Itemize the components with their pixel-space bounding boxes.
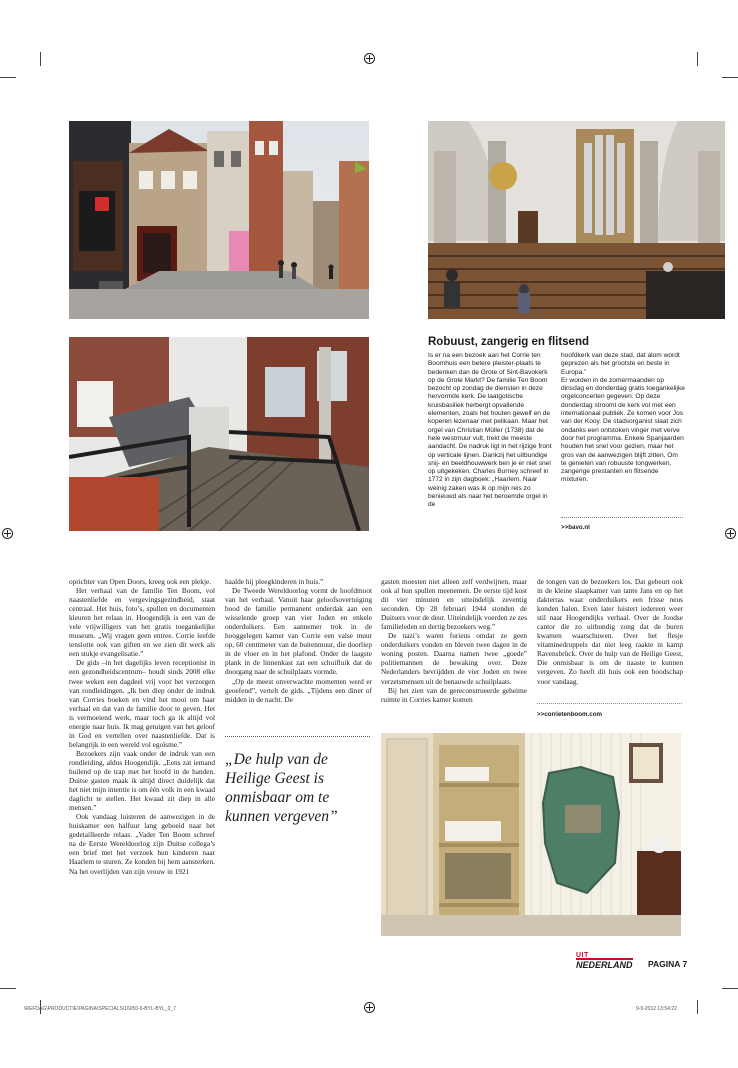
article-column-1 — [69, 577, 215, 876]
paragraph: De Tweede Wereldoorlog vormt de hoofdmoot van het verhaal. Vanuit haar geloofsovertuiging bood de familie permanent onderdak aan een wisselende groep van vier Joden en enkele onderduikers. Een aannemer trok in de hooggelegen kamer van Corrie een valse muur op, 60 centimeter van de buitenmuur, die doorliep in de vloer en in het plafond. Onder de laagste plank in de linnenkast zat een schuifluik dat de doorgang naar de schuilplaats vormde. — [225, 586, 372, 677]
pull-quote: „De hulp van de Heilige Geest is onmisbaar om te kunnen vergeven” — [225, 751, 338, 825]
brand-logo-bottom: NEDERLAND — [576, 960, 633, 970]
sidebar-text-col1: Is er na een bezoek aan het Corrie ten Boomhuis een betere pleister-plaats te bedenken dan de Grote of Sint-Bavokerk op de Grote Markt? De familie Ten Boom bezocht op zondag de diensten in deze hervormde kerk. De laatgotische kruisbasiliek herbergt opvallende elementen, zoals het houten gewelf en de koperen lezenaar met pelikaan. Maar het orgel van Christian Müller (1738) dat de hele westmuur vult, trekt de meeste aandacht. De nadruk ligt in het rijzige front op verticale lijnen. Dankzij het uitbundige snij- en beeldhouwwerk ben je er niet snel op uitgekeken. Charles Burney schreef in 1772 in zijn dagboek: „Haarlem. Naar weinig zaken was ik op mijn reis zo benieuwd als naar het beroemde orgel in de — [428, 352, 552, 509]
registration-mark-top — [364, 53, 375, 64]
registration-mark-right — [725, 528, 736, 539]
paragraph: „Op de meest onverwachte momenten werd er geoefend”, vertelt de gids. „Tijdens een diner of midden in de nacht. De — [225, 676, 372, 704]
crop-mark-bottom-left-h — [0, 988, 16, 989]
brand-logo-top: UIT — [576, 952, 589, 959]
page-number: PAGINA 7 — [648, 959, 688, 969]
paragraph: Ook vandaag luisteren de aanwezigen in de huiskamer een halfuur lang geboeid naar het gedetailleerde relaas. „Vader Ten Boom schreef na de Eerste Wereldoorlog zijn Duitse collega’s een brief met het verzoek hun kinderen naar Haarlem te sturen. Ze konden bij hem aansterken. Na het overlijden van zijn vrouw in 1921 — [69, 812, 215, 876]
paragraph: Het verhaal van de familie Ten Boom, vol naastenliefde en vergevingsgezindheid, staat centraal. Het huis, foto’s, spullen en documenten kleuren het relaas in. Hoogendijk is een van de vele vrijwilligers van het gratis toegankelijke museum. „Wij vragen geen entree. Corrie leefde tenslotte ook van giften en we zien dit werk als een stukje evangelisatie.” — [69, 586, 215, 659]
article-column-2 — [225, 577, 372, 704]
article-column-3 — [381, 577, 527, 704]
article-link-divider — [537, 703, 682, 704]
sidebar-text-col2: hoofdkerk van deze stad, dat alom wordt geprezen als het grootste en beste in Europa.” Er worden in de zomermaanden op dinsdag en donderdag gratis toegankelijke orgelconcerten gegeven. Op deze donderdag stroomt de kerk vol met een internationaal publiek. Ze komen voor Jos van der Kooy. De stadsorganist slaat zich ondanks een ontstoken vinger met verve door het programma. Enkele Spanjaarden houden het snel voor gezien, maar het gros van de aanwezigen blijft zitten, Om te genieten van robuuste tongwerken, zangerige prestanten en flitsende mixturen. — [561, 352, 685, 484]
paragraph: oprichter van Open Doors, kreeg ook een plekje. — [69, 577, 212, 586]
paragraph: Bezoekers zijn vaak onder de indruk van een rondleiding, aldus Hoogendijk. „Eens zat iemand huilend op de trap met het hoofd in de handen. Duitse gasten maak ik altijd direct duidelijk dat het niet mijn intentie is om één volk in een kwaad daglicht te stellen. Het kwaad zit diep in alle mensen.” — [69, 748, 215, 813]
registration-mark-bottom — [364, 1002, 375, 1013]
quote-divider — [225, 736, 370, 737]
paragraph: gasten moesten niet alleen zelf verdwijnen, maar ook al hun spullen meenemen. De eerste tijd kost dit vier minuten en uiteindelijk zeventig seconden. Op 28 februari 1944 stonden de Duitsers voor de deur. Uiteindelijk voerden ze zes familieleden en dertig bezoekers weg.” — [381, 577, 527, 632]
paragraph: De nazi’s waren furieus omdat ze geen onderduikers vonden en bleven twee dagen in de woning posten. Daarna namen twee „goede” politiemannen de bewaking over. Deze Nederlanders bevrijdden de vier Joden en twee verzetsmensen uit de benauwde schuilplaats. — [381, 631, 527, 686]
print-timestamp: 9-5-2012 13:54:22 — [636, 1006, 677, 1012]
crop-mark-top-right-h — [722, 77, 738, 78]
production-slug: \REFDAG\PRODUCTIE\PAGINA\SPECIALS\16050-6-BYL-BYL_0_7 — [24, 1006, 176, 1012]
article-column-4 — [537, 577, 683, 686]
photo-haarlem-street — [69, 121, 369, 319]
crop-mark-top-left-h — [0, 77, 16, 78]
crop-mark-top-left-v — [40, 52, 41, 66]
crop-mark-top-right-v — [697, 52, 698, 66]
crop-mark-bottom-right-h — [722, 988, 738, 989]
paragraph: Bij het zien van de gereconstrueerde geheime ruimte in Corries kamer komen — [381, 685, 527, 704]
article-link[interactable]: >>corrietenboom.com — [537, 711, 602, 718]
sidebar-title: Robuust, zangerig en flitsend — [428, 336, 590, 348]
crop-mark-bottom-right-v — [697, 1000, 698, 1014]
registration-mark-left — [2, 528, 13, 539]
photo-roof-terrace — [69, 337, 369, 531]
paragraph: de tongen van de bezoekers los. Dat gebeurt ook in de kleine slaapkamer van tante Jans en op het dakterras waar onderduikers een frisse neus konden halen. Even later luistert iedereen weer stil naar Hoogendijks verhaal. Over de Joodse cantor die zo uitbundig zong dat de buren kwamen waarschuwen. Over het flesje vitaminedruppels dat niet leeg raakte in kamp Ravensbrück. Over de hulp van de Heilige Geest, Die onmisbaar is om de naaste te kunnen vergeven. Zo heeft dit huis ook een boodschap voor vandaag. — [537, 577, 683, 686]
paragraph: De gids –in het dagelijks leven receptionist in een gezondheidscentrum– houdt sinds 2008 elke twee weken een dagdeel vrij voor het verzorgen van rondleidingen. „Ik ben diep onder de indruk van Corries boeken en vind het mooi om haar verhaal en dat van de familie door te geven. Het is vermoeiend werk, maar toch ga ik altijd vol energie naar huis. Ik mag getuigen van het geloof in God en vertellen over naastenliefde. Dat is belangrijk in een wereld vol egoïsme.” — [69, 658, 215, 749]
sidebar-divider — [561, 517, 683, 518]
sidebar-link[interactable]: >>bavo.nl — [561, 524, 590, 531]
photo-bavokerk-interior — [428, 121, 725, 319]
paragraph: haalde hij pleegkinderen in huis.” — [225, 577, 324, 586]
photo-hiding-place — [381, 733, 681, 936]
